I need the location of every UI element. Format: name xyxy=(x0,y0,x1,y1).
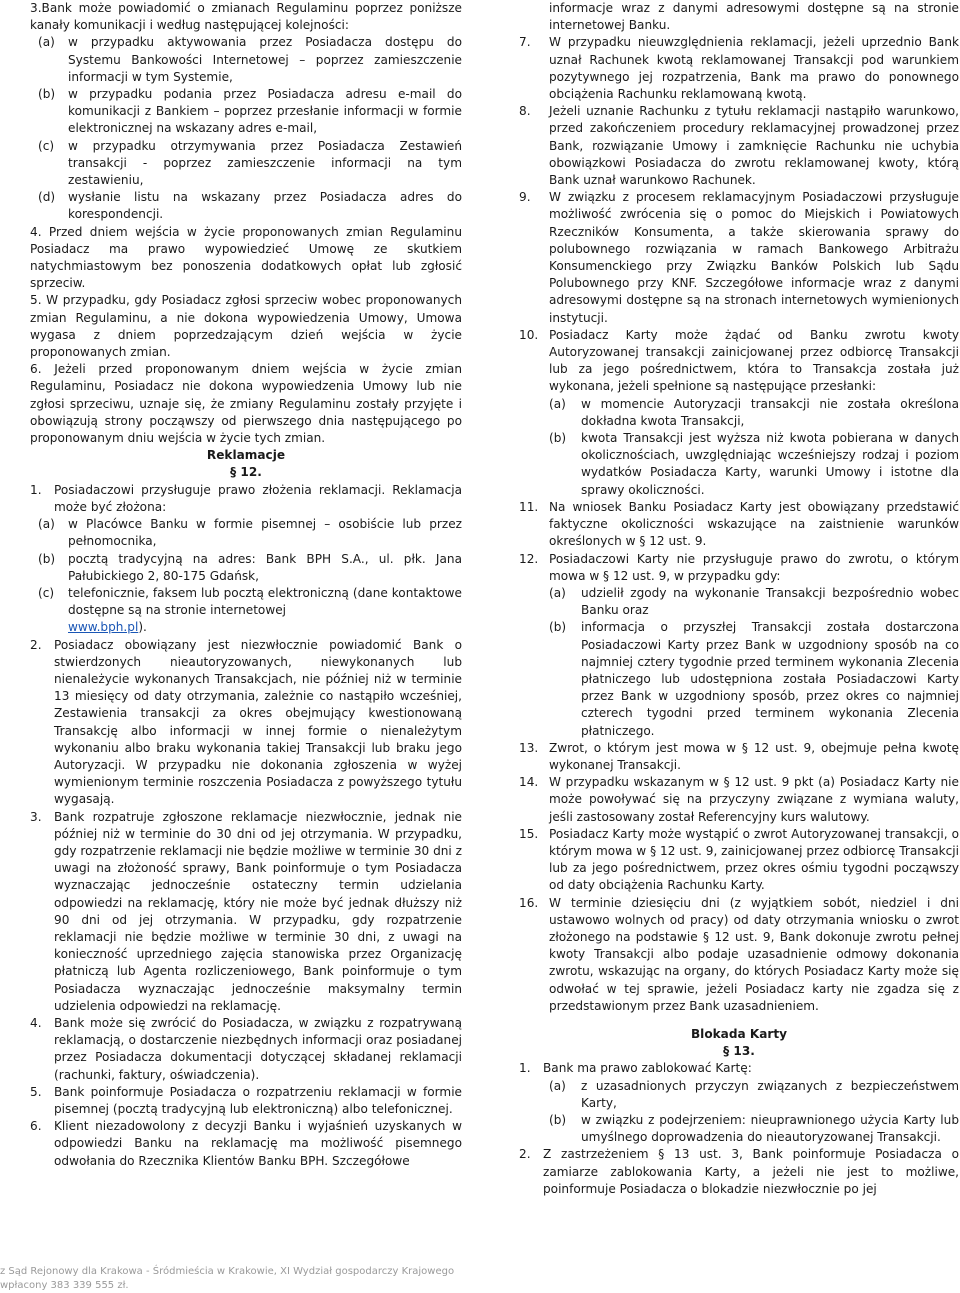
section-heading-reklamacje: Reklamacje xyxy=(206,448,286,463)
item-text: Posiadacz Karty może wystąpić o zwrot Autoryzowanej transakcji, o którym mowa w § 12 ust. 9, zainicjowanej przez odbiorcę Transakcji lub za jego pośrednictwem, przez okres ośmiu tygodni począwszy od daty obciążenia Rachunku Karty. xyxy=(549,826,959,893)
subitem-label: (a) xyxy=(38,517,55,532)
item-text: Klient niezadowolony z decyzji Banku i wyjaśnień uzyskanych w odpowiedzi Banku na reklamację ma możliwość pisemnego odwołania do Rzecznika Klientów Banku BPH. Szczegółowe xyxy=(54,1119,462,1168)
subitem-text: w związku z podejrzeniem: nieuprawnionego użycia Karty lub umyślnego doprowadzenia do nieautoryzowanej Transakcji. xyxy=(581,1113,959,1145)
subitem-text: w momencie Autoryzacji transakcji nie została określona dokładna kwota Transakcji, xyxy=(581,396,959,428)
subitem-label: (a) xyxy=(549,396,566,411)
list-item xyxy=(519,189,959,327)
item-text: Posiadaczowi przysługuje prawo złożenia reklamacji. Reklamacja może być złożona: xyxy=(54,482,462,514)
subitem-label: (c) xyxy=(38,585,55,600)
refund-conditions-list xyxy=(519,396,959,499)
list-item xyxy=(30,1084,462,1118)
item-text: Na wniosek Banku Posiadacz Karty jest obowiązany przedstawić faktyczne okoliczności wskazujące na zaistnienie warunków określonych w § 12 ust. 9. xyxy=(549,499,959,549)
subitem-label: (b) xyxy=(549,1113,567,1127)
subitem-text: w Placówce Banku w formie pisemnej – osobiście lub przez pełnomocnika, xyxy=(68,517,462,549)
subitem-label: (c) xyxy=(38,138,55,153)
list-subitem xyxy=(38,551,462,585)
list-item xyxy=(519,103,959,189)
list-item xyxy=(519,740,959,774)
paragraph-4: 4. Przed dniem wejścia w życie proponowanych zmian Regulaminu Posiadacz ma prawo wypowiedzieć Umowę ze skutkiem natychmiastowym bez ponoszenia dodatkowych opłat lub zgłosić sprzeciw. xyxy=(30,224,462,291)
list-item xyxy=(30,809,462,1015)
item-number: 6. xyxy=(30,1119,42,1134)
complaint-channels-list xyxy=(30,516,462,619)
list-item xyxy=(30,1118,462,1170)
item-number: 10. xyxy=(519,327,539,342)
right-column xyxy=(519,0,959,1198)
item-text: Bank może się zwrócić do Posiadacza, w związku z rozpatrywaną reklamacją, o dostarczenie niezbędnych informacji oraz posiadanej przez Posiadacza dokumentacji dotyczącej składanej reklamacji (rachunki, faktury, oświadczenia). xyxy=(54,1015,462,1082)
item-text: Bank rozpatruje zgłoszone reklamacje niezwłocznie, jednak nie później niż w terminie do 30 dni od jej otrzymania. W przypadku, gdy rozpatrzenie reklamacji nie będzie możliwe w terminie 30 dni z uwagi na złożoność sprawy, Bank poinformuje o tym Posiadacza wyznaczając jednocześnie ostateczny termin udzielania odpowiedzi na reklamację, który nie może być jednak dłuższy niż 90 dni od jej otrzymania. W przypadku, gdy rozpatrzenie reklamacji nie będzie możliwe w terminie 30 dni, z uwagi na konieczność uprzedniego zajęcia stanowiska przez Organizację płatniczą lub Agenta rozliczeniowego, Bank poinformuje o tym Posiadacza wyznaczając jednocześnie maksymalny termin udzielenia odpowiedzi na reklamację. xyxy=(54,809,462,1013)
item-number: 2. xyxy=(519,1147,531,1162)
item-number: 16. xyxy=(519,895,539,910)
subitem-text: kwota Transakcji jest wyższa niż kwota pobierana w danych okolicznościach, uwzględniając wcześniejszy rodzaj i poziom wydatków Posiadacza Karty, warunki Umowy i istotne dla sprawy okoliczności. xyxy=(581,431,959,497)
page-footer xyxy=(0,1265,454,1293)
list-subitem: www.bph.pl). xyxy=(68,620,147,635)
list-subitem xyxy=(38,585,462,619)
list-subitem xyxy=(38,516,462,550)
item-text: W związku z procesem reklamacyjnym Posiadaczowi przysługuje możliwość zwrócenia się o pomoc do Miejskich i Powiatowych Rzeczników Konsumenta, a także skierowania sprawy do polubownego rozwiązania w ramach Bankowego Arbitrażu Konsumenckiego przy Związku Banków Polskich lub Sądu Polubownego przy KNF. Szczegółowe informacje wraz z danymi adresowymi dostępne są na stronach internetowych wymienionych instytucji. xyxy=(549,190,959,325)
paragraph-6: 6. Jeżeli przed proponowanym dniem wejścia w życie zmian Regulaminu, Posiadacz nie dokona wypowiedzenia Umowy lub nie zgłosi sprzeciwu, uznaje się, że zmiany Regulaminu zostały przyjęte i obowiązują strony począwszy od pierwszego dnia następującego po proponowanym dniu wejścia w życie tych zmian. xyxy=(30,362,462,446)
paragraph-3: 3.Bank może powiadomić o zmianach Regulaminu poprzez poniższe kanały komunikacji i według następującej kolejności: xyxy=(30,1,462,33)
subitem-label: (b) xyxy=(38,87,56,102)
subitem-label: (b) xyxy=(38,551,56,566)
footer-line-1: z Sąd Rejonowy dla Krakowa - Śródmieścia w Krakowie, XI Wydział gospodarczy Krajowego xyxy=(0,1266,455,1277)
list-item xyxy=(30,637,462,809)
list-item xyxy=(519,34,959,103)
item-number: 9. xyxy=(519,190,531,205)
refund-exclusions-list xyxy=(519,585,959,740)
list-item xyxy=(519,826,959,895)
item-text: Bank poinformuje Posiadacza o rozpatrzeniu reklamacji w formie pisemnej (pocztą tradycyjną lub elektroniczną) albo telefonicznej. xyxy=(54,1084,462,1116)
subitem-text: informacja o przyszłej Transakcji została dostarczona Posiadaczowi Karty przez Bank w uzgodniony sposób na co najmniej cztery tygodnie przed terminem wykonania Zlecenia płatniczego lub udostępniona została Posiadaczowi Karty przez Bank w uzgodniony sposób, przez okres co najmniej czterech tygodni przed terminem wykonania Zlecenia płatniczego. xyxy=(581,620,959,738)
item-number: 1. xyxy=(519,1061,531,1076)
subitem-text: w przypadku otrzymywania przez Posiadacza Zestawień transakcji - poprzez zamieszczenie informacji na tym zestawieniu, xyxy=(68,138,462,188)
list-subitem xyxy=(549,1078,959,1112)
left-column xyxy=(30,0,462,1170)
subitem-label: (a) xyxy=(38,35,55,50)
section-heading-blokada-karty: Blokada Karty xyxy=(690,1026,788,1041)
list-item xyxy=(519,895,959,1015)
item-number: 14. xyxy=(519,775,539,790)
item-text: Z zastrzeżeniem § 13 ust. 3, Bank poinformuje Posiadacza o zamiarze zablokowania Karty, a jeżeli nie jest to możliwe, poinformuje Posiadacza o blokadzie niezwłocznie po jej xyxy=(543,1147,959,1196)
subitem-label: (b) xyxy=(549,620,567,635)
item-number: 4. xyxy=(30,1015,42,1030)
list-subitem xyxy=(38,86,462,138)
item-number: 1. xyxy=(30,482,42,497)
card-block-reasons-list xyxy=(519,1078,959,1147)
item-text: Posiadacz obowiązany jest niezwłocznie powiadomić Bank o stwierdzonych nieautoryzowanych, niewykonanych lub nienależycie wykonanych Transakcjach, nie później niż w terminie 13 miesięcy od daty otrzymania, zależnie co nastąpiło wcześniej, Zestawienia transakcji za okres obejmujący kwestionowaną Transakcję albo informacji w innej formie o nienależytym wykonaniu albo braku wykonania takiej Transakcji lub braku jego Autoryzacji. W przypadku nie dokonania zgłoszenia w wyżej wymienionym terminie roszczenia Posiadacza z powyższego tytułu wygasają. xyxy=(54,637,462,807)
refund-rules-list xyxy=(519,499,959,585)
list-item xyxy=(30,482,462,516)
subitem-text: pocztą tradycyjną na adres: Bank BPH S.A., ul. płk. Jana Pałubickiego 2, 80-175 Gdańsk, xyxy=(68,551,462,583)
subitem-text: z uzasadnionych przyczyn związanych z bezpieczeństwem Karty, xyxy=(581,1078,959,1110)
refund-rules-list-continued xyxy=(519,740,959,1015)
item-number: 15. xyxy=(519,826,539,841)
list-item xyxy=(519,0,959,34)
item-text: Posiadaczowi Karty nie przysługuje prawo do zwrotu, o którym mowa w § 12 ust. 9, w przypadku gdy: xyxy=(549,551,959,583)
item-number: 7. xyxy=(519,35,531,50)
subitem-text: wysłanie listu na wskazany przez Posiadacza adres do korespondencji. xyxy=(68,190,462,222)
item-number: 8. xyxy=(519,104,531,119)
list-subitem xyxy=(38,138,462,190)
list-item xyxy=(519,1060,959,1077)
list-subitem xyxy=(549,619,959,739)
item-number: 3. xyxy=(30,809,42,824)
subitem-text: udzielił zgody na wykonanie Transakcji bezpośrednio wobec Banku oraz xyxy=(581,585,959,618)
item-text: Jeżeli uznanie Rachunku z tytułu reklamacji nastąpiło warunkowo, przed zakończeniem procedury reklamacyjnej prowadzonej przez Bank, rozwiązanie Umowy i zamknięcie Rachunku nie uchybia obowiązkowi Posiadacza do zwrotu reklamowanej kwoty, którą Bank uznał warunkowo Rachunek. xyxy=(549,104,959,188)
continuation-text: informacje wraz z danymi adresowymi dostępne są na stronie internetowej Banku. xyxy=(549,1,959,33)
list-subitem xyxy=(38,34,462,86)
subitem-label: (a) xyxy=(549,1078,566,1093)
subitem-label: (b) xyxy=(549,431,567,446)
item-number: 2. xyxy=(30,637,42,652)
subitem-label: (a) xyxy=(549,585,566,600)
bph-website-link[interactable]: www.bph.pl xyxy=(68,620,139,635)
footer-line-2: wpłacony 383 339 555 zł. xyxy=(0,1280,129,1291)
item-text: Bank ma prawo zablokować Kartę: xyxy=(543,1061,752,1076)
subitem-text: w przypadku podania przez Posiadacza adresu e-mail do komunikacji z Bankiem – poprzez przesłanie informacji w formie elektronicznej na wskazany adres e-mail, xyxy=(68,87,462,136)
complaint-rules-list-continued xyxy=(519,34,959,395)
paragraph-3-list xyxy=(30,34,462,223)
item-text: W przypadku nieuwzględnienia reklamacji, jeżeli uprzednio Bank uznał Rachunek kwotą reklamowanej Transakcji pod warunkiem pozytywnego jej rozpatrzenia, Bank ma prawo do ponownego obciążenia Rachunku reklamowaną kwotą. xyxy=(549,35,959,102)
list-subitem xyxy=(549,1112,959,1146)
item-number: 12. xyxy=(519,551,539,566)
list-item xyxy=(519,1146,959,1198)
section-number-12: § 12. xyxy=(230,465,262,480)
item-text: Zwrot, o którym jest mowa w § 12 ust. 9, obejmuje pełna kwotę wykonanej Transakcji. xyxy=(549,740,959,772)
list-subitem xyxy=(549,396,959,430)
list-item xyxy=(519,327,959,396)
list-subitem xyxy=(38,189,462,223)
subitem-text: telefonicznie, faksem lub pocztą elektroniczną (dane kontaktowe dostępne są na stronie internetowej xyxy=(68,585,462,618)
complaint-rules-list xyxy=(30,637,462,1170)
list-item xyxy=(30,1015,462,1084)
item-text: W przypadku wskazanym w § 12 ust. 9 pkt (a) Posiadacz Karty nie może powoływać się na przyczyny związane z wymiana waluty, jeśli zastosowany został Referencyjny kurs walutowy. xyxy=(549,775,959,824)
item-text: W terminie dziesięciu dni (z wyjątkiem sobót, niedziel i dni ustawowo wolnych od pracy) od daty otrzymania wniosku o zwrot złożonego na podstawie § 12 ust. 9, Bank dokonuje zwrotu pełnej kwoty Transakcji albo podaje uzasadnienie odmowy dokonania zwrotu, wskazując na organy, do których Posiadacz Karty może się odwołać w tej sprawie, jeżeli Posiadacz karty nie zgadza się z przedstawionym przez Bank uzasadnieniem. xyxy=(549,895,959,1013)
list-subitem xyxy=(549,430,959,499)
item-number: 5. xyxy=(30,1084,42,1099)
subitem-label: (d) xyxy=(38,190,56,205)
item-number: 11. xyxy=(519,499,539,514)
list-subitem xyxy=(549,585,959,619)
list-item xyxy=(519,499,959,551)
item-number: 13. xyxy=(519,740,539,755)
list-item xyxy=(519,551,959,585)
paragraph-5: 5. W przypadku, gdy Posiadacz zgłosi sprzeciw wobec proponowanych zmian Regulaminu, a nie dokona wypowiedzenia Umowy, Umowa wygasa z dniem poprzedzającym dzień wejścia w życie proponowanych zmian. xyxy=(30,293,462,360)
list-item xyxy=(519,774,959,826)
subitem-text: w przypadku aktywowania przez Posiadacza dostępu do Systemu Bankowości Internetowej – poprzez zamieszczenie informacji w tym Systemie, xyxy=(68,35,462,84)
section-number-13: § 13. xyxy=(723,1044,755,1059)
item-text: Posiadacz Karty może żądać od Banku zwrotu kwoty Autoryzowanej transakcji zainicjowanej przez odbiorcę Transakcji lub za jego pośrednictwem, która to Transakcja została już wykonana, jeżeli spełnione są następujące przesłanki: xyxy=(549,327,959,394)
